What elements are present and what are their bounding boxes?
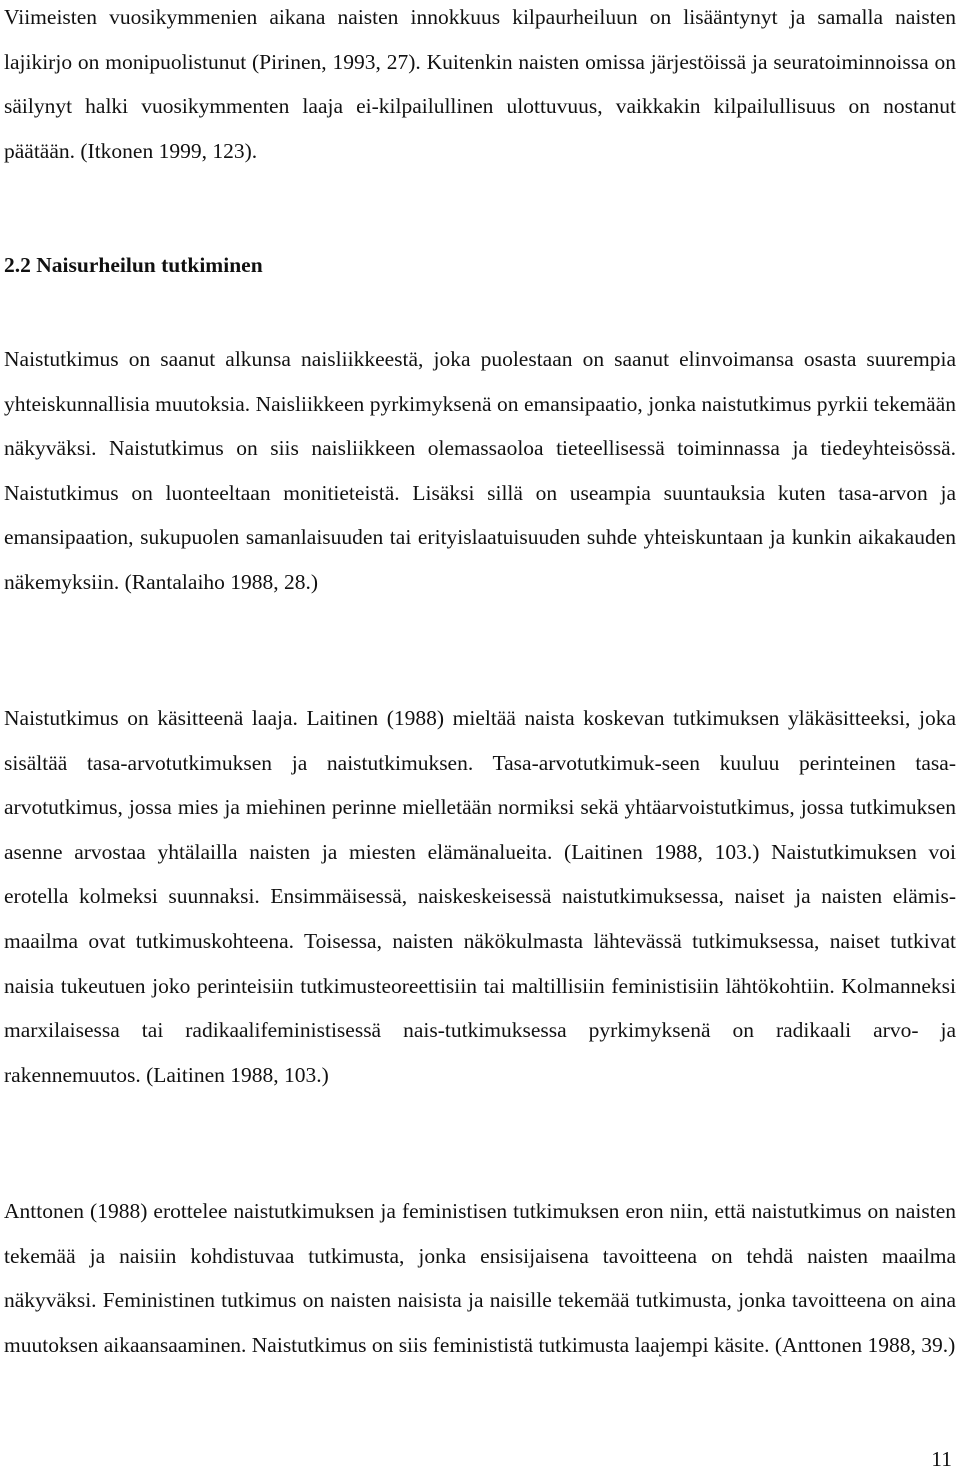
page-number: 11	[931, 1447, 952, 1471]
paragraph-naistutkimus-concept: Naistutkimus on käsitteenä laaja. Laitinen (1988) mieltää naista koskevan tutkimuksen yläkäsitteeksi, joka sisältää tasa-arvotutkimuksen ja naistutkimuksen. Tasa-arvotutkimuk-seen kuuluu perinteinen tasa-arvotutkimus, jossa mies ja miehinen perinne mielletään normiksi sekä yhtäarvoistutkimus, jossa tutkimuksen asenne arvostaa yhtälailla naisten ja miesten elämänalueita. (Laitinen 1988, 103.) Naistutkimuksen voi erotella kolmeksi suunnaksi. Ensimmäisessä, naiskeskeisessä naistutkimuksessa, naiset ja naisten elämis-maailma ovat tutkimuskohteena. Toisessa, naisten näkökulmasta lähtevässä tutkimuksessa, naiset tutkivat naisia tukeutuen joko perinteisiin tutkimusteoreettisiin tai maltillisiin feministisiin lähtökohtiin. Kolmanneksi marxilaisessa tai radikaalifeministisessä nais-tutkimuksessa pyrkimyksenä on radikaali arvo- ja rakennemuutos. (Laitinen 1988, 103.)	[4, 706, 956, 1087]
paragraph-intro: Viimeisten vuosikymmenien aikana naisten innokkuus kilpaurheiluun on lisääntynyt ja samalla naisten lajikirjo on monipuolistunut (Pirinen, 1993, 27). Kuitenkin naisten omissa järjestöissä ja seuratoiminnoissa on säilynyt halki vuosikymmenten laaja ei-kilpailullinen ulottuvuus, vaikkakin kilpailullisuus on nostanut päätään. (Itkonen 1999, 123).	[4, 5, 956, 163]
paragraph-anttonen: Anttonen (1988) erottelee naistutkimuksen ja feministisen tutkimuksen eron niin, että naistutkimus on naisten tekemää ja naisiin kohdistuvaa tutkimusta, jonka ensisijaisena tavoitteena on tehdä naisten maailma näkyväksi. Feministinen tutkimus on naisten naisista ja naisille tekemää tutkimusta, jonka tavoitteena on aina muutoksen aikaansaaminen. Naistutkimus on siis feminististä tutkimusta laajempi käsite. (Anttonen 1988, 39.)	[4, 1199, 956, 1357]
section-heading: 2.2 Naisurheilun tutkiminen	[4, 253, 263, 277]
paragraph-naistutkimus-origin: Naistutkimus on saanut alkunsa naisliikkeestä, joka puolestaan on saanut elinvoimansa osasta suurempia yhteiskunnallisia muutoksia. Naisliikkeen pyrkimyksenä on emansipaatio, jonka naistutkimus pyrkii tekemään näkyväksi. Naistutkimus on siis naisliikkeen olemassaoloa tieteellisessä toiminnassa ja tiedeyhteisössä. Naistutkimus on luonteeltaan monitieteistä. Lisäksi sillä on useampia suuntauksia kuten tasa-arvon ja emansipaation, sukupuolen samanlaisuuden tai erityislaatuisuuden suhde yhteiskuntaan ja kunkin aikakauden näkemyksiin. (Rantalaiho 1988, 28.)	[4, 347, 956, 594]
